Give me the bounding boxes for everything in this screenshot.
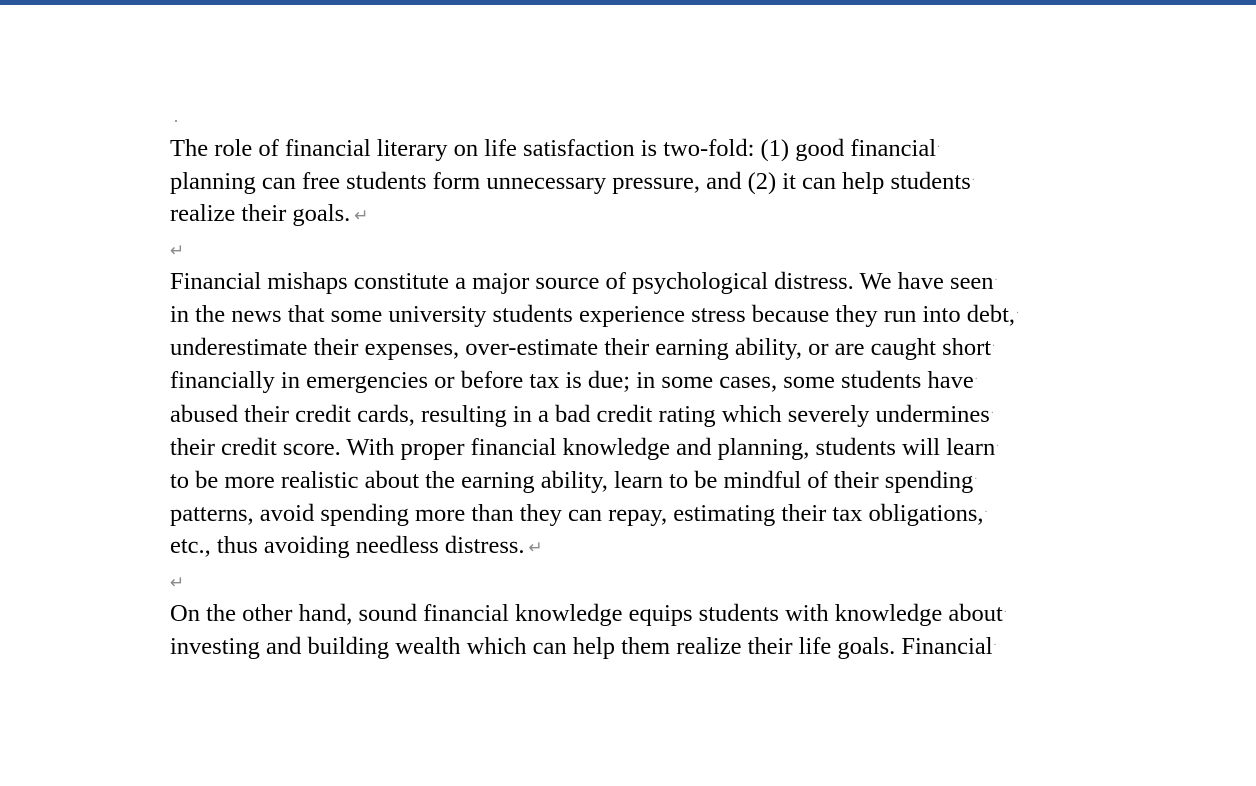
space-mark: · [971, 175, 975, 187]
text-line: financially in emergencies or before tax is due; in some cases, some students have· [170, 364, 1145, 397]
space-mark: · [990, 407, 994, 419]
space-mark: · [991, 341, 996, 353]
text-line: underestimate their expenses, over-estimate their earning ability, or are caught short· [170, 331, 1145, 364]
text-line: in the news that some university students experience stress because they run into debt,· [170, 298, 1145, 331]
paragraph-mark: ↵ [354, 206, 369, 227]
space-mark: · [993, 640, 997, 652]
margin-corner-mark [175, 120, 177, 122]
space-mark: · [994, 274, 998, 286]
paragraph-mark: ↵ [170, 572, 185, 593]
paragraph[interactable] [170, 597, 1145, 663]
document-body[interactable] [170, 132, 1145, 661]
text-line: patterns, avoid spending more than they can repay, estimating their tax obligations,· [170, 497, 1145, 530]
paragraph-mark: ↵ [528, 538, 543, 559]
space-mark: · [1003, 606, 1008, 618]
paragraph-mark: ↵ [170, 240, 185, 261]
space-mark: · [984, 507, 988, 519]
text-line: to be more realistic about the earning ability, learn to be mindful of their spending· [170, 464, 1145, 497]
empty-paragraph[interactable] [170, 565, 1145, 597]
text-line: The role of financial literary on life satisfaction is two-fold: (1) good financial· [170, 132, 1145, 165]
text-line: Financial mishaps constitute a major source of psychological distress. We have seen· [170, 265, 1145, 298]
paragraph[interactable] [170, 132, 1145, 233]
empty-paragraph[interactable] [170, 233, 1145, 265]
space-mark: · [996, 440, 1000, 452]
document-page[interactable] [0, 5, 1256, 786]
paragraph[interactable] [170, 265, 1145, 565]
text-line: their credit score. With proper financial knowledge and planning, students will learn· [170, 431, 1145, 464]
space-mark: · [936, 142, 941, 153]
text-line: abused their credit cards, resulting in a bad credit rating which severely undermines· [170, 398, 1145, 431]
text-line: On the other hand, sound financial knowledge equips students with knowledge about· [170, 597, 1145, 630]
space-mark: · [974, 374, 978, 386]
text-line: planning can free students form unnecessary pressure, and (2) it can help students· [170, 165, 1145, 198]
text-line: etc., thus avoiding needless distress. ↵ [170, 532, 543, 560]
text-line: realize their goals. ↵ [170, 200, 369, 228]
space-mark: · [974, 474, 978, 486]
space-mark: · [1015, 308, 1020, 319]
text-line: investing and building wealth which can help them realize their life goals. Financial· [170, 630, 1145, 663]
